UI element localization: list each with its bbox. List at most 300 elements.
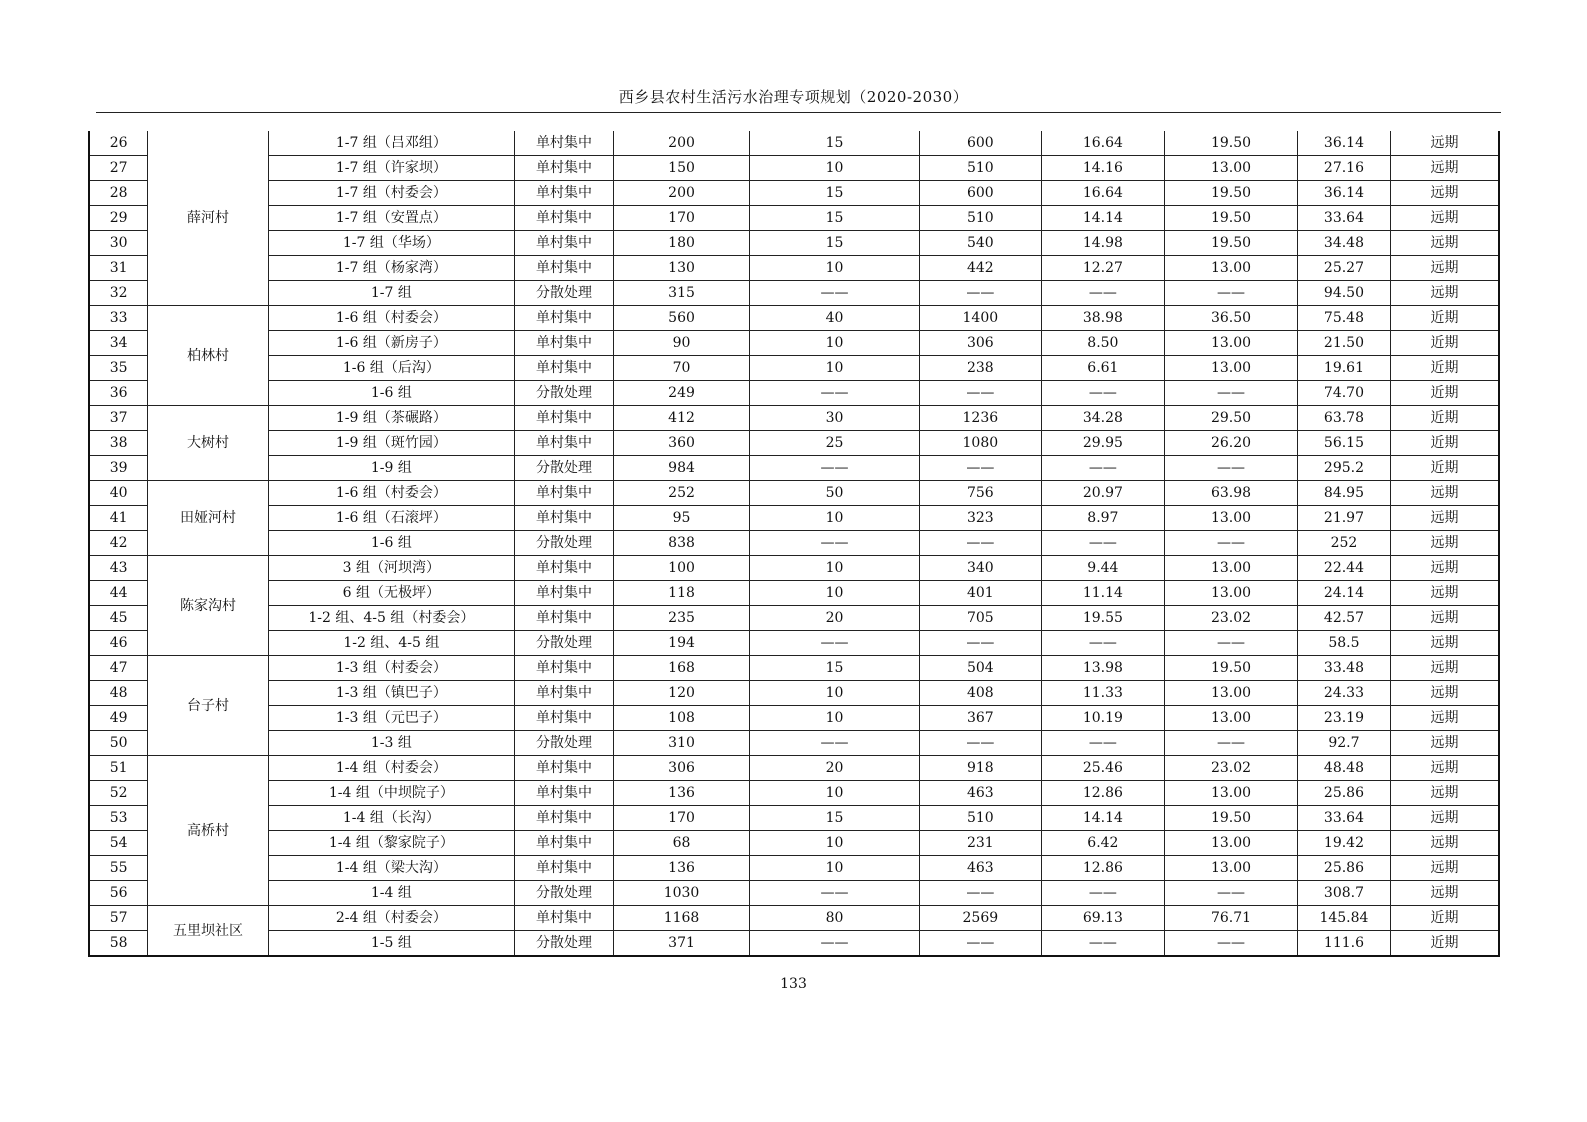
value-cell-c: 918 bbox=[920, 756, 1042, 781]
value-cell-f: 48.48 bbox=[1297, 756, 1390, 781]
value-cell-e: 19.50 bbox=[1165, 181, 1298, 206]
row-number-cell: 54 bbox=[89, 831, 148, 856]
phase-cell: 近期 bbox=[1391, 356, 1499, 381]
value-cell-c: —— bbox=[920, 456, 1042, 481]
value-cell-b: 15 bbox=[749, 206, 919, 231]
table-row bbox=[89, 756, 1499, 781]
phase-cell: 远期 bbox=[1391, 856, 1499, 881]
row-number-cell: 38 bbox=[89, 431, 148, 456]
value-cell-e: 13.00 bbox=[1165, 856, 1298, 881]
value-cell-a: 150 bbox=[614, 156, 750, 181]
table-row bbox=[89, 831, 1499, 856]
phase-cell: 远期 bbox=[1391, 731, 1499, 756]
value-cell-c: —— bbox=[920, 281, 1042, 306]
sewage-plan-table bbox=[88, 131, 1500, 957]
value-cell-c: —— bbox=[920, 731, 1042, 756]
treatment-mode-cell: 单村集中 bbox=[514, 556, 613, 581]
value-cell-c: 442 bbox=[920, 256, 1042, 281]
value-cell-b: —— bbox=[749, 281, 919, 306]
value-cell-b: —— bbox=[749, 731, 919, 756]
table-row bbox=[89, 681, 1499, 706]
table-row bbox=[89, 131, 1499, 156]
value-cell-a: 200 bbox=[614, 131, 750, 156]
value-cell-e: 13.00 bbox=[1165, 681, 1298, 706]
table-row bbox=[89, 556, 1499, 581]
value-cell-f: 145.84 bbox=[1297, 906, 1390, 931]
treatment-mode-cell: 分散处理 bbox=[514, 456, 613, 481]
value-cell-c: —— bbox=[920, 631, 1042, 656]
group-cell: 1-7 组（安置点） bbox=[268, 206, 514, 231]
table-row bbox=[89, 181, 1499, 206]
phase-cell: 远期 bbox=[1391, 156, 1499, 181]
table-row bbox=[89, 481, 1499, 506]
row-number-cell: 43 bbox=[89, 556, 148, 581]
value-cell-e: 23.02 bbox=[1165, 756, 1298, 781]
phase-cell: 远期 bbox=[1391, 481, 1499, 506]
value-cell-d: 14.16 bbox=[1041, 156, 1165, 181]
value-cell-b: 20 bbox=[749, 606, 919, 631]
phase-cell: 近期 bbox=[1391, 906, 1499, 931]
group-cell: 1-3 组（镇巴子） bbox=[268, 681, 514, 706]
value-cell-e: 13.00 bbox=[1165, 581, 1298, 606]
value-cell-b: 10 bbox=[749, 356, 919, 381]
group-cell: 1-2 组、4-5 组（村委会） bbox=[268, 606, 514, 631]
value-cell-a: 1168 bbox=[614, 906, 750, 931]
value-cell-e: 26.20 bbox=[1165, 431, 1298, 456]
value-cell-c: 463 bbox=[920, 856, 1042, 881]
value-cell-f: 63.78 bbox=[1297, 406, 1390, 431]
value-cell-d: 6.42 bbox=[1041, 831, 1165, 856]
treatment-mode-cell: 单村集中 bbox=[514, 781, 613, 806]
village-name-cell: 五里坝社区 bbox=[148, 906, 269, 957]
value-cell-e: 13.00 bbox=[1165, 331, 1298, 356]
group-cell: 1-9 组 bbox=[268, 456, 514, 481]
value-cell-a: 118 bbox=[614, 581, 750, 606]
row-number-cell: 40 bbox=[89, 481, 148, 506]
table-row bbox=[89, 906, 1499, 931]
value-cell-c: 510 bbox=[920, 156, 1042, 181]
value-cell-a: 235 bbox=[614, 606, 750, 631]
group-cell: 1-7 组（许家坝） bbox=[268, 156, 514, 181]
value-cell-e: —— bbox=[1165, 281, 1298, 306]
phase-cell: 远期 bbox=[1391, 556, 1499, 581]
phase-cell: 远期 bbox=[1391, 656, 1499, 681]
row-number-cell: 35 bbox=[89, 356, 148, 381]
table-row bbox=[89, 656, 1499, 681]
value-cell-c: 408 bbox=[920, 681, 1042, 706]
table-row bbox=[89, 356, 1499, 381]
value-cell-d: —— bbox=[1041, 881, 1165, 906]
value-cell-e: 19.50 bbox=[1165, 231, 1298, 256]
group-cell: 1-4 组（黎家院子） bbox=[268, 831, 514, 856]
value-cell-f: 74.70 bbox=[1297, 381, 1390, 406]
value-cell-b: —— bbox=[749, 631, 919, 656]
value-cell-c: 600 bbox=[920, 131, 1042, 156]
value-cell-b: 15 bbox=[749, 806, 919, 831]
group-cell: 1-6 组 bbox=[268, 531, 514, 556]
row-number-cell: 58 bbox=[89, 931, 148, 957]
value-cell-b: 15 bbox=[749, 131, 919, 156]
table-row bbox=[89, 881, 1499, 906]
value-cell-e: 13.00 bbox=[1165, 356, 1298, 381]
village-name-cell: 田娅河村 bbox=[148, 481, 269, 556]
value-cell-b: 10 bbox=[749, 156, 919, 181]
value-cell-a: 984 bbox=[614, 456, 750, 481]
value-cell-d: 8.50 bbox=[1041, 331, 1165, 356]
group-cell: 6 组（无极坪） bbox=[268, 581, 514, 606]
value-cell-d: 11.14 bbox=[1041, 581, 1165, 606]
phase-cell: 远期 bbox=[1391, 131, 1499, 156]
phase-cell: 远期 bbox=[1391, 831, 1499, 856]
value-cell-f: 252 bbox=[1297, 531, 1390, 556]
group-cell: 1-6 组（石滚坪） bbox=[268, 506, 514, 531]
value-cell-d: 16.64 bbox=[1041, 181, 1165, 206]
value-cell-c: 540 bbox=[920, 231, 1042, 256]
phase-cell: 远期 bbox=[1391, 781, 1499, 806]
value-cell-e: 13.00 bbox=[1165, 556, 1298, 581]
value-cell-e: —— bbox=[1165, 631, 1298, 656]
table-row bbox=[89, 606, 1499, 631]
value-cell-d: —— bbox=[1041, 631, 1165, 656]
phase-cell: 远期 bbox=[1391, 606, 1499, 631]
phase-cell: 近期 bbox=[1391, 306, 1499, 331]
table-row bbox=[89, 706, 1499, 731]
table-row bbox=[89, 506, 1499, 531]
row-number-cell: 31 bbox=[89, 256, 148, 281]
value-cell-f: 25.86 bbox=[1297, 856, 1390, 881]
value-cell-e: 13.00 bbox=[1165, 156, 1298, 181]
treatment-mode-cell: 单村集中 bbox=[514, 856, 613, 881]
treatment-mode-cell: 单村集中 bbox=[514, 406, 613, 431]
value-cell-d: 13.98 bbox=[1041, 656, 1165, 681]
phase-cell: 远期 bbox=[1391, 706, 1499, 731]
table-row bbox=[89, 531, 1499, 556]
value-cell-e: 19.50 bbox=[1165, 206, 1298, 231]
value-cell-b: —— bbox=[749, 931, 919, 957]
row-number-cell: 48 bbox=[89, 681, 148, 706]
group-cell: 1-4 组（梁大沟） bbox=[268, 856, 514, 881]
table-row bbox=[89, 581, 1499, 606]
phase-cell: 远期 bbox=[1391, 206, 1499, 231]
row-number-cell: 55 bbox=[89, 856, 148, 881]
table-row bbox=[89, 281, 1499, 306]
row-number-cell: 44 bbox=[89, 581, 148, 606]
value-cell-b: 10 bbox=[749, 581, 919, 606]
table-row bbox=[89, 856, 1499, 881]
value-cell-b: 15 bbox=[749, 656, 919, 681]
row-number-cell: 52 bbox=[89, 781, 148, 806]
value-cell-a: 1030 bbox=[614, 881, 750, 906]
row-number-cell: 27 bbox=[89, 156, 148, 181]
value-cell-b: 10 bbox=[749, 506, 919, 531]
table-row bbox=[89, 156, 1499, 181]
table-row bbox=[89, 431, 1499, 456]
value-cell-a: 310 bbox=[614, 731, 750, 756]
value-cell-e: —— bbox=[1165, 531, 1298, 556]
group-cell: 1-5 组 bbox=[268, 931, 514, 957]
row-number-cell: 50 bbox=[89, 731, 148, 756]
village-name-cell: 台子村 bbox=[148, 656, 269, 756]
value-cell-a: 130 bbox=[614, 256, 750, 281]
phase-cell: 远期 bbox=[1391, 581, 1499, 606]
value-cell-f: 21.97 bbox=[1297, 506, 1390, 531]
row-number-cell: 46 bbox=[89, 631, 148, 656]
row-number-cell: 37 bbox=[89, 406, 148, 431]
village-name-cell: 陈家沟村 bbox=[148, 556, 269, 656]
treatment-mode-cell: 分散处理 bbox=[514, 731, 613, 756]
value-cell-e: 13.00 bbox=[1165, 256, 1298, 281]
group-cell: 1-3 组 bbox=[268, 731, 514, 756]
value-cell-d: 38.98 bbox=[1041, 306, 1165, 331]
header-divider bbox=[96, 112, 1501, 113]
treatment-mode-cell: 单村集中 bbox=[514, 681, 613, 706]
value-cell-d: —— bbox=[1041, 731, 1165, 756]
phase-cell: 远期 bbox=[1391, 806, 1499, 831]
value-cell-c: —— bbox=[920, 881, 1042, 906]
group-cell: 1-6 组（村委会） bbox=[268, 306, 514, 331]
value-cell-d: —— bbox=[1041, 281, 1165, 306]
group-cell: 1-7 组（村委会） bbox=[268, 181, 514, 206]
row-number-cell: 39 bbox=[89, 456, 148, 481]
row-number-cell: 49 bbox=[89, 706, 148, 731]
row-number-cell: 28 bbox=[89, 181, 148, 206]
value-cell-e: 36.50 bbox=[1165, 306, 1298, 331]
value-cell-f: 24.14 bbox=[1297, 581, 1390, 606]
value-cell-a: 180 bbox=[614, 231, 750, 256]
treatment-mode-cell: 单村集中 bbox=[514, 131, 613, 156]
row-number-cell: 36 bbox=[89, 381, 148, 406]
value-cell-f: 27.16 bbox=[1297, 156, 1390, 181]
group-cell: 1-9 组（斑竹园） bbox=[268, 431, 514, 456]
group-cell: 1-7 组（杨家湾） bbox=[268, 256, 514, 281]
treatment-mode-cell: 单村集中 bbox=[514, 256, 613, 281]
value-cell-a: 100 bbox=[614, 556, 750, 581]
value-cell-d: 16.64 bbox=[1041, 131, 1165, 156]
row-number-cell: 32 bbox=[89, 281, 148, 306]
value-cell-a: 68 bbox=[614, 831, 750, 856]
group-cell: 1-4 组（村委会） bbox=[268, 756, 514, 781]
value-cell-e: 13.00 bbox=[1165, 781, 1298, 806]
table-row bbox=[89, 256, 1499, 281]
treatment-mode-cell: 分散处理 bbox=[514, 931, 613, 957]
value-cell-e: 13.00 bbox=[1165, 506, 1298, 531]
table-row bbox=[89, 306, 1499, 331]
value-cell-f: 36.14 bbox=[1297, 181, 1390, 206]
value-cell-c: 1400 bbox=[920, 306, 1042, 331]
value-cell-f: 92.7 bbox=[1297, 731, 1390, 756]
row-number-cell: 47 bbox=[89, 656, 148, 681]
value-cell-b: 80 bbox=[749, 906, 919, 931]
value-cell-b: 40 bbox=[749, 306, 919, 331]
treatment-mode-cell: 分散处理 bbox=[514, 631, 613, 656]
phase-cell: 远期 bbox=[1391, 181, 1499, 206]
value-cell-f: 36.14 bbox=[1297, 131, 1390, 156]
value-cell-b: 10 bbox=[749, 856, 919, 881]
treatment-mode-cell: 单村集中 bbox=[514, 581, 613, 606]
value-cell-c: 323 bbox=[920, 506, 1042, 531]
value-cell-d: 20.97 bbox=[1041, 481, 1165, 506]
value-cell-d: 11.33 bbox=[1041, 681, 1165, 706]
value-cell-f: 24.33 bbox=[1297, 681, 1390, 706]
phase-cell: 近期 bbox=[1391, 931, 1499, 957]
value-cell-b: —— bbox=[749, 531, 919, 556]
village-name-cell: 薛河村 bbox=[148, 131, 269, 306]
treatment-mode-cell: 单村集中 bbox=[514, 756, 613, 781]
value-cell-a: 412 bbox=[614, 406, 750, 431]
phase-cell: 远期 bbox=[1391, 631, 1499, 656]
value-cell-e: —— bbox=[1165, 456, 1298, 481]
value-cell-a: 170 bbox=[614, 206, 750, 231]
value-cell-b: 15 bbox=[749, 181, 919, 206]
group-cell: 1-3 组（村委会） bbox=[268, 656, 514, 681]
group-cell: 1-3 组（元巴子） bbox=[268, 706, 514, 731]
table-row bbox=[89, 806, 1499, 831]
value-cell-f: 33.48 bbox=[1297, 656, 1390, 681]
value-cell-a: 120 bbox=[614, 681, 750, 706]
value-cell-e: 76.71 bbox=[1165, 906, 1298, 931]
table-row bbox=[89, 731, 1499, 756]
value-cell-a: 90 bbox=[614, 331, 750, 356]
value-cell-d: 29.95 bbox=[1041, 431, 1165, 456]
value-cell-d: 19.55 bbox=[1041, 606, 1165, 631]
value-cell-b: 20 bbox=[749, 756, 919, 781]
treatment-mode-cell: 单村集中 bbox=[514, 481, 613, 506]
value-cell-f: 25.27 bbox=[1297, 256, 1390, 281]
value-cell-b: 10 bbox=[749, 331, 919, 356]
value-cell-b: 50 bbox=[749, 481, 919, 506]
value-cell-c: —— bbox=[920, 931, 1042, 957]
value-cell-a: 249 bbox=[614, 381, 750, 406]
table-row bbox=[89, 631, 1499, 656]
group-cell: 1-6 组 bbox=[268, 381, 514, 406]
table-row bbox=[89, 206, 1499, 231]
phase-cell: 远期 bbox=[1391, 681, 1499, 706]
value-cell-b: —— bbox=[749, 881, 919, 906]
value-cell-e: —— bbox=[1165, 931, 1298, 957]
value-cell-a: 200 bbox=[614, 181, 750, 206]
value-cell-f: 33.64 bbox=[1297, 806, 1390, 831]
phase-cell: 近期 bbox=[1391, 406, 1499, 431]
value-cell-c: 504 bbox=[920, 656, 1042, 681]
value-cell-d: 25.46 bbox=[1041, 756, 1165, 781]
row-number-cell: 30 bbox=[89, 231, 148, 256]
page-header-title: 西乡县农村生活污水治理专项规划（2020-2030） bbox=[618, 88, 969, 106]
value-cell-a: 315 bbox=[614, 281, 750, 306]
table-row bbox=[89, 381, 1499, 406]
treatment-mode-cell: 单村集中 bbox=[514, 506, 613, 531]
value-cell-f: 295.2 bbox=[1297, 456, 1390, 481]
value-cell-c: —— bbox=[920, 531, 1042, 556]
phase-cell: 近期 bbox=[1391, 331, 1499, 356]
group-cell: 1-6 组（后沟） bbox=[268, 356, 514, 381]
value-cell-f: 84.95 bbox=[1297, 481, 1390, 506]
value-cell-c: 401 bbox=[920, 581, 1042, 606]
value-cell-e: —— bbox=[1165, 731, 1298, 756]
value-cell-f: 33.64 bbox=[1297, 206, 1390, 231]
value-cell-a: 360 bbox=[614, 431, 750, 456]
phase-cell: 远期 bbox=[1391, 506, 1499, 531]
value-cell-b: 10 bbox=[749, 556, 919, 581]
value-cell-f: 308.7 bbox=[1297, 881, 1390, 906]
value-cell-a: 95 bbox=[614, 506, 750, 531]
value-cell-f: 75.48 bbox=[1297, 306, 1390, 331]
value-cell-c: 340 bbox=[920, 556, 1042, 581]
group-cell: 2-4 组（村委会） bbox=[268, 906, 514, 931]
value-cell-c: 600 bbox=[920, 181, 1042, 206]
treatment-mode-cell: 单村集中 bbox=[514, 656, 613, 681]
value-cell-c: 2569 bbox=[920, 906, 1042, 931]
treatment-mode-cell: 分散处理 bbox=[514, 381, 613, 406]
group-cell: 1-7 组（华场） bbox=[268, 231, 514, 256]
group-cell: 1-7 组 bbox=[268, 281, 514, 306]
table-row bbox=[89, 231, 1499, 256]
treatment-mode-cell: 单村集中 bbox=[514, 806, 613, 831]
value-cell-d: 69.13 bbox=[1041, 906, 1165, 931]
value-cell-b: 10 bbox=[749, 706, 919, 731]
value-cell-a: 371 bbox=[614, 931, 750, 957]
value-cell-e: 23.02 bbox=[1165, 606, 1298, 631]
value-cell-b: 10 bbox=[749, 781, 919, 806]
group-cell: 1-9 组（茶碾路） bbox=[268, 406, 514, 431]
value-cell-b: 10 bbox=[749, 256, 919, 281]
value-cell-d: —— bbox=[1041, 931, 1165, 957]
value-cell-d: —— bbox=[1041, 531, 1165, 556]
value-cell-d: 9.44 bbox=[1041, 556, 1165, 581]
group-cell: 1-6 组（村委会） bbox=[268, 481, 514, 506]
value-cell-a: 252 bbox=[614, 481, 750, 506]
value-cell-d: —— bbox=[1041, 381, 1165, 406]
value-cell-a: 306 bbox=[614, 756, 750, 781]
group-cell: 1-4 组（长沟） bbox=[268, 806, 514, 831]
page-number: 133 bbox=[780, 976, 807, 992]
value-cell-e: 19.50 bbox=[1165, 131, 1298, 156]
value-cell-f: 111.6 bbox=[1297, 931, 1390, 957]
value-cell-e: —— bbox=[1165, 881, 1298, 906]
value-cell-b: —— bbox=[749, 381, 919, 406]
value-cell-d: 12.27 bbox=[1041, 256, 1165, 281]
group-cell: 1-4 组（中坝院子） bbox=[268, 781, 514, 806]
phase-cell: 远期 bbox=[1391, 231, 1499, 256]
value-cell-e: 13.00 bbox=[1165, 831, 1298, 856]
row-number-cell: 56 bbox=[89, 881, 148, 906]
row-number-cell: 41 bbox=[89, 506, 148, 531]
group-cell: 1-4 组 bbox=[268, 881, 514, 906]
row-number-cell: 51 bbox=[89, 756, 148, 781]
value-cell-e: 63.98 bbox=[1165, 481, 1298, 506]
group-cell: 1-7 组（吕邓组） bbox=[268, 131, 514, 156]
value-cell-d: —— bbox=[1041, 456, 1165, 481]
row-number-cell: 57 bbox=[89, 906, 148, 931]
value-cell-c: 306 bbox=[920, 331, 1042, 356]
value-cell-f: 25.86 bbox=[1297, 781, 1390, 806]
value-cell-d: 12.86 bbox=[1041, 781, 1165, 806]
table-row bbox=[89, 931, 1499, 957]
value-cell-a: 70 bbox=[614, 356, 750, 381]
value-cell-e: 19.50 bbox=[1165, 806, 1298, 831]
value-cell-b: 10 bbox=[749, 681, 919, 706]
value-cell-a: 136 bbox=[614, 856, 750, 881]
value-cell-c: 510 bbox=[920, 206, 1042, 231]
row-number-cell: 42 bbox=[89, 531, 148, 556]
phase-cell: 远期 bbox=[1391, 881, 1499, 906]
row-number-cell: 53 bbox=[89, 806, 148, 831]
value-cell-c: 756 bbox=[920, 481, 1042, 506]
row-number-cell: 45 bbox=[89, 606, 148, 631]
treatment-mode-cell: 分散处理 bbox=[514, 281, 613, 306]
value-cell-e: 29.50 bbox=[1165, 406, 1298, 431]
treatment-mode-cell: 单村集中 bbox=[514, 356, 613, 381]
phase-cell: 远期 bbox=[1391, 256, 1499, 281]
